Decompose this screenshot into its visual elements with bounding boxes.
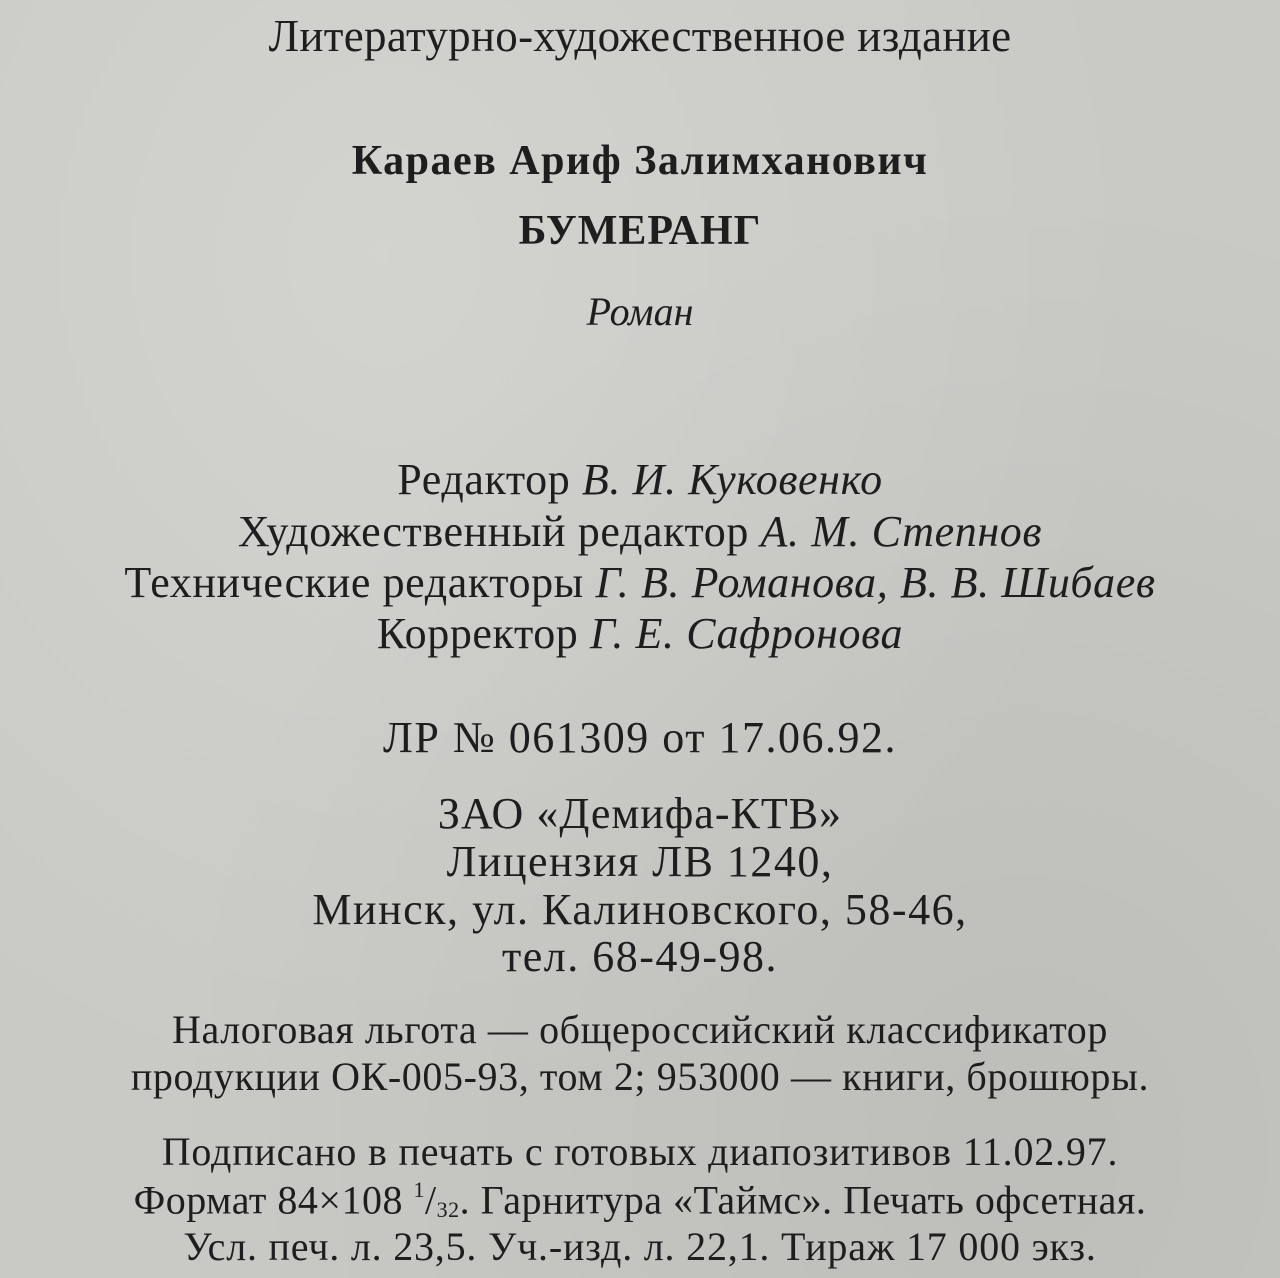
publisher-phone: тел. 68-49-98. <box>501 932 779 981</box>
print-signed: Подписано в печать с готовых диапозитивов 11.02.97. <box>161 1129 1119 1174</box>
tax-line-2: продукции ОК-005-93, том 2; 953000 — книги, брошюры. <box>130 1054 1150 1099</box>
format-suffix: . Гарнитура «Таймс». Печать офсетная. <box>459 1177 1147 1223</box>
credit-person: Г. Е. Сафронова <box>590 609 904 658</box>
credit-corrector <box>0 609 1280 658</box>
credit-person: А. М. Степнов <box>760 507 1043 556</box>
tax-line-1: Налоговая льгота — общероссийский классификатор <box>172 1007 1108 1052</box>
format-fraction-denominator: 32 <box>436 1196 460 1222</box>
credit-role: Редактор <box>397 455 571 504</box>
publisher-license: Лицензия ЛВ 1240, <box>446 837 834 886</box>
publisher-address: Минск, ул. Калиновского, 58-46, <box>312 885 968 934</box>
credit-art-editor <box>0 507 1280 556</box>
credit-editor <box>0 455 1280 504</box>
format-fraction-slash: / <box>424 1177 437 1223</box>
book-title: БУМЕРАНГ <box>518 208 762 254</box>
credit-person: В. И. Куковенко <box>581 455 883 504</box>
credit-role: Технические редакторы <box>124 558 584 607</box>
publisher-name: ЗАО «Демифа-КТВ» <box>437 789 843 838</box>
book-genre: Роман <box>586 289 694 334</box>
credit-role: Корректор <box>376 609 579 658</box>
format-prefix: Формат 84×108 <box>133 1177 403 1223</box>
credit-person: Г. В. Романова, В. В. Шибаев <box>595 558 1156 607</box>
print-volume: Усл. печ. л. 23,5. Уч.-изд. л. 22,1. Тираж 17 000 экз. <box>183 1224 1097 1269</box>
credit-tech-editors <box>0 558 1280 607</box>
author-name: Караев Ариф Залимханович <box>351 138 929 184</box>
license-number: ЛР № 061309 от 17.06.92. <box>383 713 897 762</box>
edition-type: Литературно-художественное издание <box>268 11 1012 61</box>
credit-role: Художественный редактор <box>237 507 749 556</box>
format-fraction-numerator: 1 <box>413 1177 425 1202</box>
print-format <box>0 1179 1280 1221</box>
